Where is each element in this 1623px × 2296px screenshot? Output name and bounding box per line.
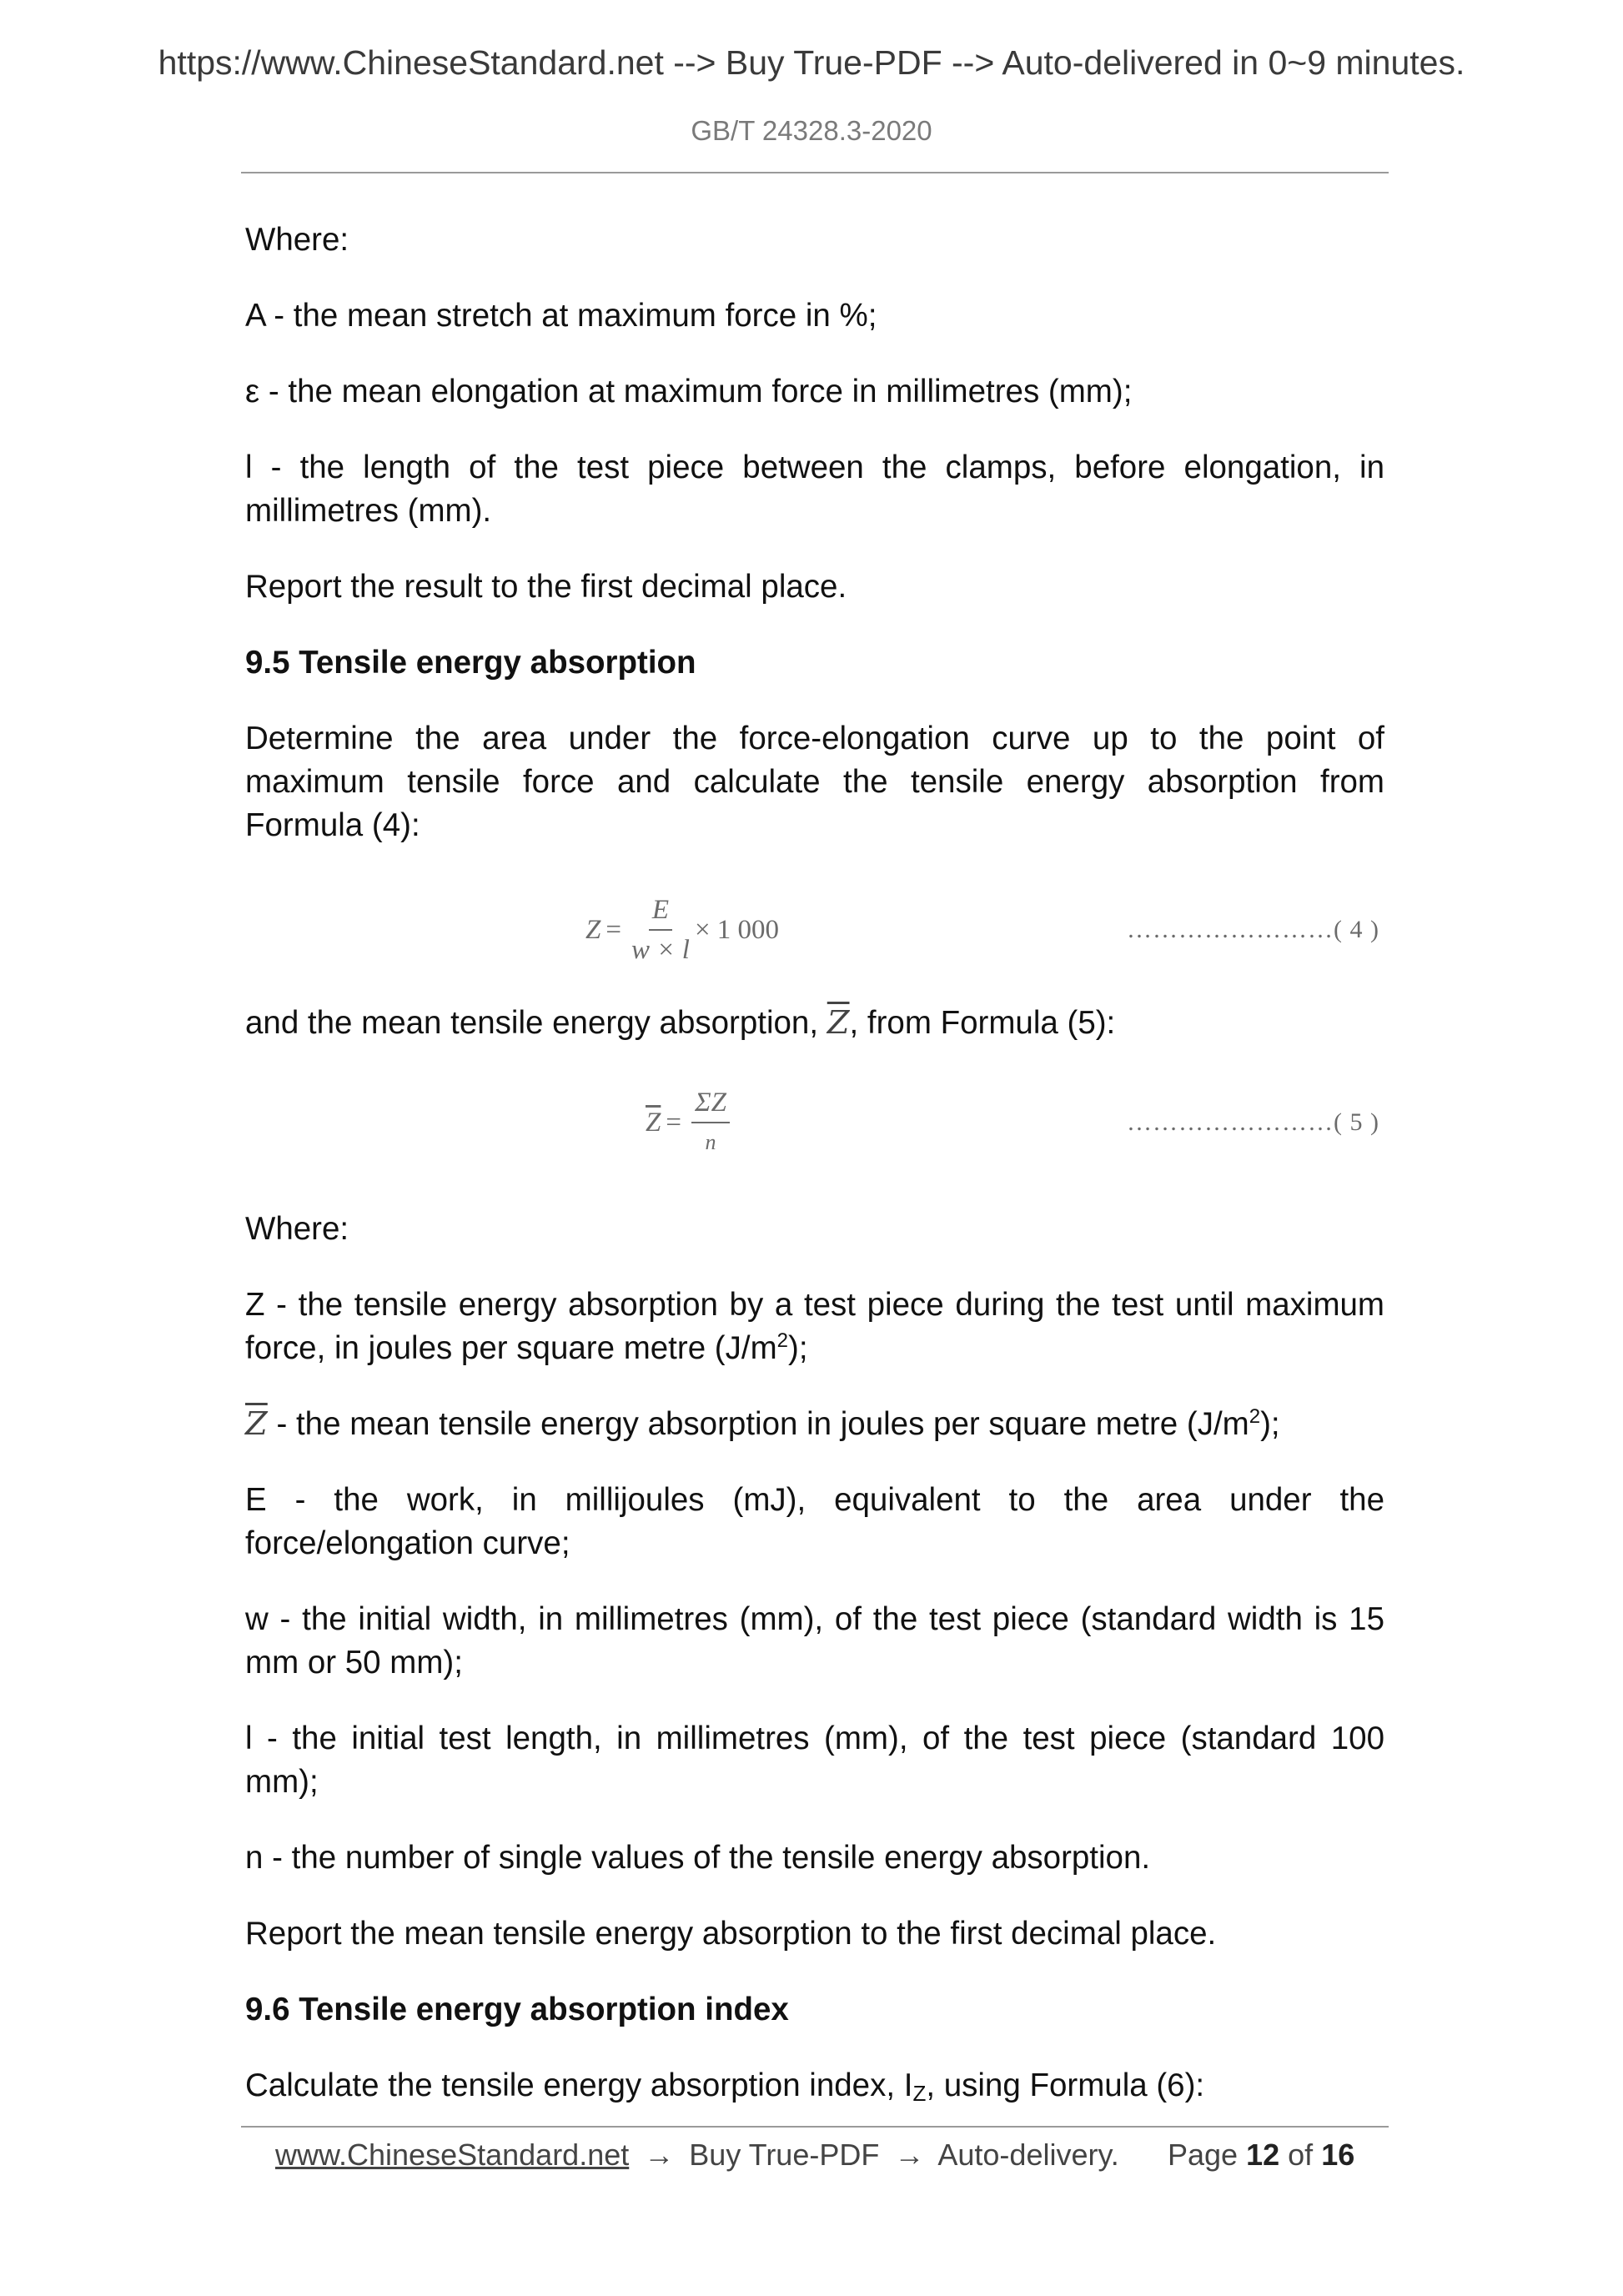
calculate-index-paragraph xyxy=(245,2064,1384,2108)
definition-n: n - the number of single values of the tensile energy absorption. xyxy=(245,1840,1151,1876)
header-banner: https://www.ChineseStandard.net --> Buy True-PDF --> Auto-delivered in 0~9 minutes. xyxy=(158,43,1465,82)
formula-5-equals: = xyxy=(666,1108,681,1138)
section-heading-9-5: 9.5 Tensile energy absorption xyxy=(245,645,696,681)
definition-w: w - the initial width, in millimetres (mm), of the test piece (standard width is 15 mm or 50 mm); xyxy=(245,1601,1384,1681)
definition-Z xyxy=(245,1284,1384,1370)
formula-5 xyxy=(245,1078,1384,1168)
formula-4-numerator: E xyxy=(649,894,672,931)
formula-4-expression xyxy=(585,880,779,980)
footer-divider xyxy=(241,2126,1389,2128)
document-body xyxy=(245,219,1384,2140)
z-bar-symbol-2: $\overline{Z}$ xyxy=(245,1405,268,1443)
definition-l-clamps: l - the length of the test piece between the clamps, before elongation, in millimetres (mm). xyxy=(245,450,1384,529)
mean-paragraph xyxy=(245,1002,1384,1045)
z-bar-symbol: $\overline{Z}$ xyxy=(827,1004,850,1042)
header-divider xyxy=(241,172,1389,173)
definition-E: E - the work, in millijoules (mJ), equivalent to the area under the force/elongation curve; xyxy=(245,1482,1384,1561)
arrow-right-icon: → xyxy=(894,2138,925,2172)
standard-number: GB/T 24328.3-2020 xyxy=(691,115,932,146)
definition-l-initial: l - the initial test length, in millimetres (mm), of the test piece (standard 100 mm); xyxy=(245,1721,1384,1800)
determine-paragraph: Determine the area under the force-elongation curve up to the point of maximum tensile force and calculate the tensile energy absorption from Formula (4): xyxy=(245,721,1384,843)
formula-4-denominator: w × l xyxy=(631,935,690,965)
mean-text-before: and the mean tensile energy absorption, xyxy=(245,1005,819,1041)
formula-4-lhs: Z xyxy=(585,915,601,945)
page-word: Page xyxy=(1168,2138,1239,2172)
formula-5-numerator: ΣZ xyxy=(691,1087,730,1123)
formula-5-number: ……………………( 5 ) xyxy=(1127,1108,1379,1136)
page-total: 16 xyxy=(1321,2138,1355,2172)
definition-epsilon: ε - the mean elongation at maximum force in millimetres (mm); xyxy=(245,374,1133,409)
formula-4 xyxy=(245,880,1384,980)
formula-5-denominator: n xyxy=(705,1130,716,1154)
calc-subscript: Z xyxy=(912,2081,927,2106)
page-current: 12 xyxy=(1246,2138,1280,2172)
report-instruction: Report the result to the first decimal place. xyxy=(245,569,847,605)
arrow-right-icon: → xyxy=(644,2138,675,2172)
formula-4-fraction xyxy=(631,894,690,966)
of-word: of xyxy=(1288,2138,1314,2172)
formula-5-fraction xyxy=(691,1087,730,1158)
definition-Z-exponent: 2 xyxy=(776,1329,788,1352)
formula-5-lhs: $\overline{Z}$ xyxy=(646,1108,661,1138)
calc-text-after: , using Formula (6): xyxy=(926,2067,1205,2103)
definition-Z-bar-end: ); xyxy=(1260,1406,1280,1442)
definition-Z-bar-exponent: 2 xyxy=(1249,1405,1261,1428)
calc-text-before: Calculate the tensile energy absorption index, I xyxy=(245,2067,913,2103)
formula-4-number: ……………………( 4 ) xyxy=(1127,916,1379,943)
section-heading-9-6: 9.6 Tensile energy absorption index xyxy=(245,1992,789,2027)
footer-website-link[interactable]: www.ChineseStandard.net xyxy=(275,2138,630,2172)
definition-Z-bar xyxy=(245,1403,1384,1446)
definition-A: A - the mean stretch at maximum force in %; xyxy=(245,298,877,334)
footer-promo xyxy=(275,2138,1119,2173)
formula-4-equals: = xyxy=(605,915,621,945)
definition-Z-end: ); xyxy=(788,1330,808,1366)
footer-buy-text: Buy True-PDF xyxy=(689,2138,880,2172)
page-indicator xyxy=(1168,2138,1354,2173)
definition-Z-bar-text: - the mean tensile energy absorption in joules per square metre (J/m xyxy=(267,1406,1249,1442)
mean-text-after: , from Formula (5): xyxy=(849,1005,1116,1041)
report-mean-instruction: Report the mean tensile energy absorption to the first decimal place. xyxy=(245,1916,1217,1952)
where-label: Where: xyxy=(245,222,349,258)
footer-auto-text: Auto-delivery. xyxy=(937,2138,1119,2172)
formula-5-expression xyxy=(646,1078,735,1168)
where-label-2: Where: xyxy=(245,1211,349,1247)
formula-4-multiplier: × 1 000 xyxy=(694,915,780,945)
definition-Z-text: Z - the tensile energy absorption by a test piece during the test until maximum force, in joules per square metre (J/m xyxy=(245,1287,1384,1366)
